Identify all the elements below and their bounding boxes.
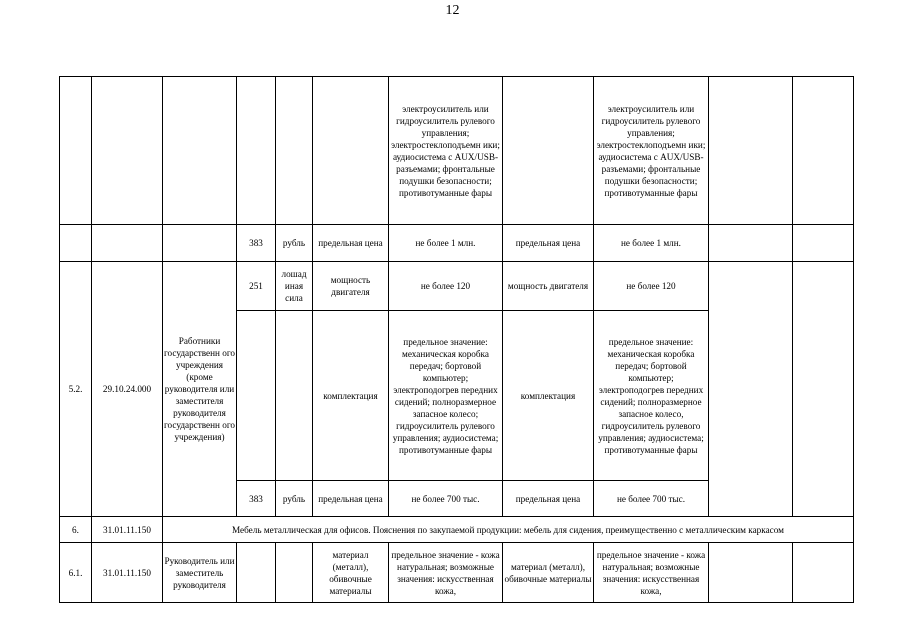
cell-limit-value: не более 1 млн. (389, 225, 503, 262)
cell-limit-value: электроусилитель или гидроусилитель рулевого управления; электростеклоподъемн ики; аудиосистема с AUX/USB-разъемами; фронтальные подушки безопасности; противотуманные фары (594, 77, 709, 225)
cell-okpd-code: 31.01.11.150 (92, 543, 163, 603)
cell-limit-value: не более 120 (389, 262, 503, 311)
cell-char-name: предельная цена (313, 225, 389, 262)
cell-limit-value: предельное значение - кожа натуральная; возможные значения: искусственная кожа, (594, 543, 709, 603)
cell-empty (92, 77, 163, 225)
cell-group-description: Мебель металлическая для офисов. Пояснения по закупаемой продукции: мебель для сидения, преимущественно с металлическим каркасом (163, 517, 854, 543)
cell-okei-code: 383 (237, 225, 276, 262)
cell-okei-code: 383 (237, 481, 276, 517)
cell-limit-value: не более 120 (594, 262, 709, 311)
cell-char-name: мощность двигателя (313, 262, 389, 311)
cell-empty (92, 225, 163, 262)
cell-empty (237, 311, 276, 481)
cell-empty (60, 225, 92, 262)
cell-empty (313, 77, 389, 225)
cell-empty (709, 225, 793, 262)
cell-empty (709, 262, 793, 517)
cell-limit-value: не более 700 тыс. (594, 481, 709, 517)
cell-empty (237, 77, 276, 225)
cell-char-name: комплектация (313, 311, 389, 481)
cell-row-number: 5.2. (60, 262, 92, 517)
cell-empty (793, 543, 854, 603)
cell-row-number: 6. (60, 517, 92, 543)
cell-category: Работники государственн ого учреждения (кроме руководителя или заместителя руководителя государственн ого учреждения) (163, 262, 237, 517)
cell-char-name: предельная цена (313, 481, 389, 517)
cell-limit-value: предельное значение: механическая коробка передач; бортовой компьютер; электроподогрев передних сидений; полноразмерное запасное колесо; гидроусилитель рулевого управления; аудиосистема; противотуманные фары (389, 311, 503, 481)
cell-empty (793, 225, 854, 262)
cell-empty (709, 543, 793, 603)
cell-okpd-code: 31.01.11.150 (92, 517, 163, 543)
cell-okei-code: 251 (237, 262, 276, 311)
cell-empty (503, 77, 594, 225)
table-row (60, 225, 854, 262)
cell-char-name: комплектация (503, 311, 594, 481)
cell-category: Руководитель или заместитель руководителя (163, 543, 237, 603)
cell-unit: рубль (276, 225, 313, 262)
cell-okpd-code: 29.10.24.000 (92, 262, 163, 517)
cell-empty (163, 225, 237, 262)
cell-empty (793, 262, 854, 517)
cell-limit-value: предельное значение - кожа натуральная; возможные значения: искусственная кожа, (389, 543, 503, 603)
cell-unit: рубль (276, 481, 313, 517)
cell-row-number: 6.1. (60, 543, 92, 603)
cell-limit-value: не более 1 млн. (594, 225, 709, 262)
cell-limit-value: предельное значение: механическая коробка передач; бортовой компьютер; электроподогрев передних сидений; полноразмерное запасное колесо, гидроусилитель рулевого управления; аудиосистема; противотуманные фары (594, 311, 709, 481)
characteristics-table (59, 76, 854, 603)
table-row (60, 543, 854, 603)
cell-empty (709, 77, 793, 225)
cell-char-name: мощность двигателя (503, 262, 594, 311)
cell-char-name: материал (металл), обивочные материалы (503, 543, 594, 603)
cell-char-name: предельная цена (503, 225, 594, 262)
cell-unit: лошад иная сила (276, 262, 313, 311)
cell-limit-value: не более 700 тыс. (389, 481, 503, 517)
table-row (60, 77, 854, 225)
cell-empty (163, 77, 237, 225)
cell-char-name: материал (металл), обивочные материалы (313, 543, 389, 603)
table-row (60, 517, 854, 543)
table-row (60, 262, 854, 311)
cell-empty (276, 311, 313, 481)
cell-empty (237, 543, 276, 603)
page-number: 12 (445, 3, 460, 18)
cell-empty (276, 77, 313, 225)
cell-empty (793, 77, 854, 225)
cell-empty (276, 543, 313, 603)
cell-limit-value: электроусилитель или гидроусилитель рулевого управления; электростеклоподъемн ики; аудиосистема с AUX/USB-разъемами; фронтальные подушки безопасности; противотуманные фары (389, 77, 503, 225)
cell-empty (60, 77, 92, 225)
cell-char-name: предельная цена (503, 481, 594, 517)
